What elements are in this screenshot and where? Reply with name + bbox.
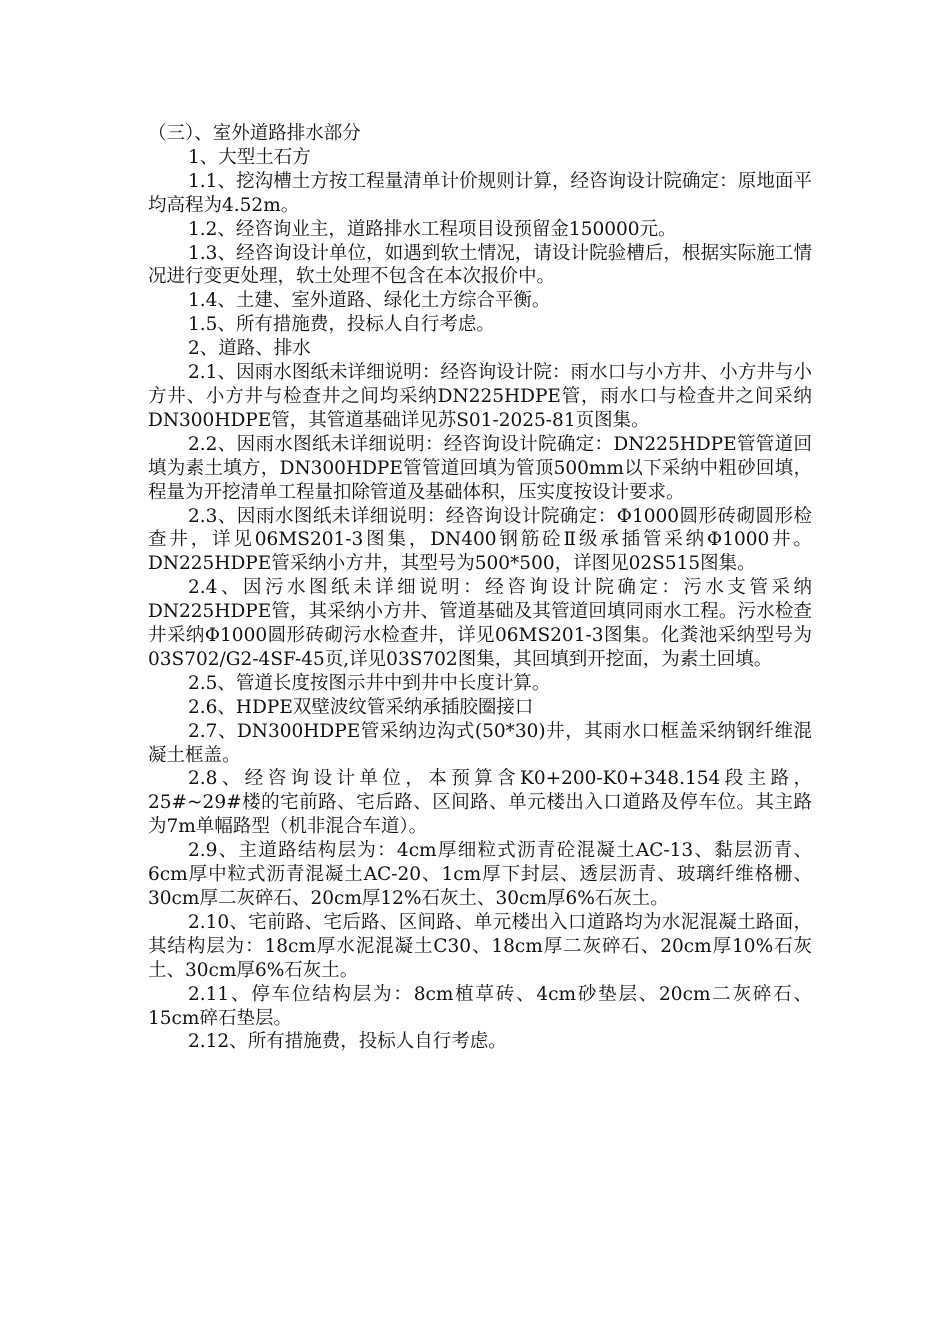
- document-page: [148, 122, 812, 1054]
- paragraph-1-3: 1.3、经咨询设计单位，如遇到软土情况，请设计院验槽后，根据实际施工情况进行变更处理，软土处理不包含在本次报价中。: [148, 242, 812, 288]
- paragraph-2-8: 2.8、经咨询设计单位，本预算含K0+200-K0+348.154段主路，25#~29#楼的宅前路、宅后路、区间路、单元楼出入口道路及停车位。其主路为7m单幅路型（机非混合车道）。: [148, 768, 812, 838]
- paragraph-2-7: 2.7、DN300HDPE管采纳边沟式(50*30)井，其雨水口框盖采纳钢纤维混凝土框盖。: [148, 720, 812, 766]
- paragraph-2-4: 2.4、因污水图纸未详细说明：经咨询设计院确定：污水支管采纳DN225HDPE管，其采纳小方井、管道基础及其管道回填同雨水工程。污水检查井采纳Φ1000圆形砖砌污水检查井，详见06MS201-3图集。化粪池采纳型号为03S702/G2-4SF-45页,详见03S702图集，其回填到开挖面，为素土回填。: [148, 577, 812, 670]
- paragraph-1-2: 1.2、经咨询业主，道路排水工程项目设预留金150000元。: [188, 218, 677, 240]
- section-title: （三）、室外道路排水部分: [148, 123, 361, 144]
- heading-earthwork: 1、大型土石方: [188, 146, 311, 168]
- paragraph-2-10: 2.10、宅前路、宅后路、区间路、单元楼出入口道路均为水泥混凝土路面，其结构层为：18cm厚水泥混凝土C30、18cm厚二灰碎石、20cm厚10%石灰土、30cm厚6%石灰土。: [148, 911, 812, 981]
- paragraph-1-4: 1.4、土建、室外道路、绿化土方综合平衡。: [188, 290, 551, 312]
- paragraph-2-9: 2.9、主道路结构层为：4cm厚细粒式沥青砼混凝土AC-13、黏层沥青、6cm厚中粒式沥青混凝土AC-20、1cm厚下封层、透层沥青、玻璃纤维格栅、30cm厚二灰碎石、20cm厚12%石灰土、30cm厚6%石灰土。: [148, 840, 812, 909]
- paragraph-2-2: 2.2、因雨水图纸未详细说明：经咨询设计院确定：DN225HDPE管管道回填为素土填方，DN300HDPE管管道回填为管顶500mm以下采纳中粗砂回填，程量为开挖清单工程量扣除管道及基础体积，压实度按设计要求。: [148, 433, 812, 503]
- paragraph-2-1: 2.1、因雨水图纸未详细说明：经咨询设计院：雨水口与小方井、小方井与小方井、小方井与检查井之间均采纳DN225HDPE管，雨水口与检查井之间采纳DN300HDPE管，其管道基础详见苏S01-2025-81页图集。: [148, 362, 812, 431]
- paragraph-1-1: 1.1、挖沟槽土方按工程量清单计价规则计算，经咨询设计院确定：原地面平均高程为4.52m。: [148, 170, 812, 216]
- paragraph-1-5: 1.5、所有措施费，投标人自行考虑。: [188, 314, 495, 336]
- paragraph-2-5: 2.5、管道长度按图示井中到井中长度计算。: [188, 672, 551, 694]
- heading-road-drainage: 2、道路、排水: [188, 338, 311, 360]
- paragraph-2-6: 2.6、HDPE双壁波纹管采纳承插胶圈接口: [188, 696, 534, 718]
- paragraph-2-11: 2.11、停车位结构层为：8cm植草砖、4cm砂垫层、20cm二灰碎石、15cm碎石垫层。: [148, 983, 812, 1029]
- paragraph-2-12: 2.12、所有措施费，投标人自行考虑。: [188, 1031, 507, 1053]
- paragraph-2-3: 2.3、因雨水图纸未详细说明：经咨询设计院确定：Φ1000圆形砖砌圆形检查井，详见06MS201-3图集，DN400钢筋砼Ⅱ级承插管采纳Φ1000井。DN225HDPE管采纳小方井，其型号为500*500，详图见02S515图集。: [148, 505, 812, 575]
